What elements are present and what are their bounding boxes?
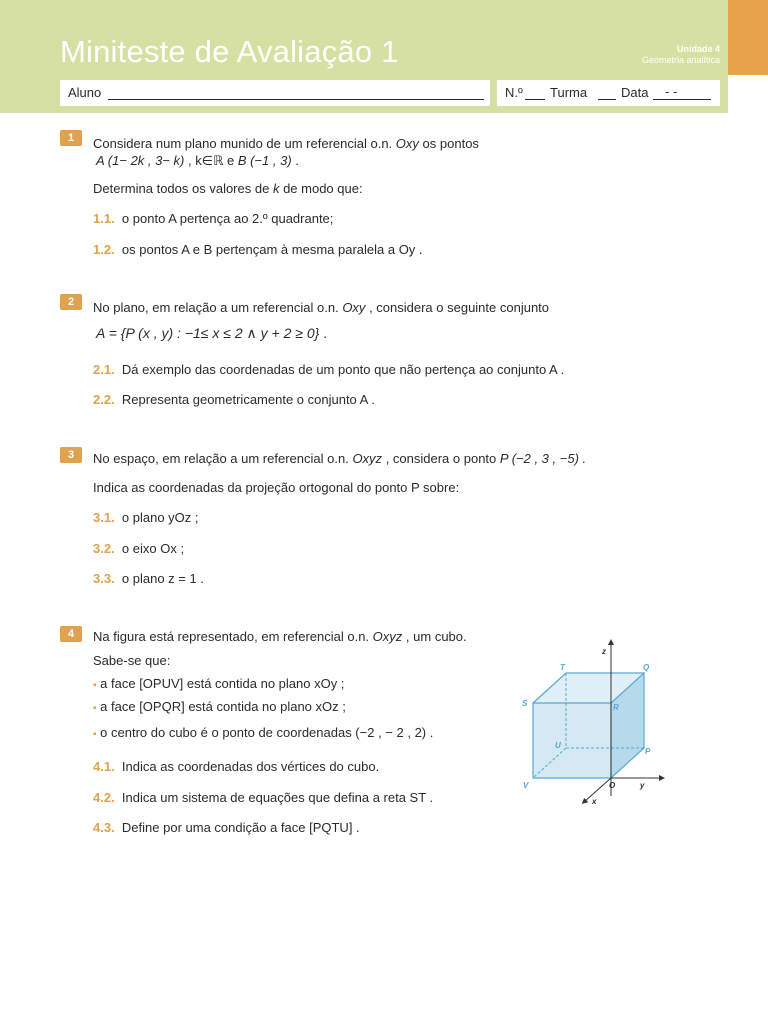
class-field[interactable] — [598, 99, 616, 100]
q2-intro-text: No plano, em relação a um referencial o.n. — [93, 300, 339, 315]
q3-item-3 — [93, 571, 204, 586]
q2-item-1 — [93, 362, 564, 377]
label-v: V — [523, 781, 529, 790]
label-p: P — [645, 747, 651, 756]
q2-set-end: . — [323, 325, 328, 341]
q1-item-2-text: os pontos A e B pertençam à mesma paralela a Oy . — [121, 242, 423, 257]
question-1-number: 1 — [60, 130, 82, 146]
unit-subtitle: Geometria analítica — [641, 55, 720, 65]
student-name-field[interactable] — [108, 99, 484, 100]
q2-item-2-label: 2.2. — [93, 392, 115, 407]
q4-frame: Oxyz — [372, 629, 403, 644]
q1-item-2 — [93, 242, 423, 257]
class-label: Turma — [550, 85, 588, 100]
student-name-box — [60, 80, 490, 106]
orange-tab — [728, 0, 768, 75]
label-y: y — [640, 781, 645, 790]
q2-item-2-text: Representa geometricamente o conjunto A . — [121, 392, 375, 407]
label-u: U — [555, 741, 561, 750]
question-4-number: 4 — [60, 626, 82, 642]
unit-label-block — [642, 44, 720, 66]
q3-item-3-text: o plano z = 1 . — [121, 571, 204, 586]
q1-determine — [93, 181, 363, 196]
q3-frame: Oxyz — [352, 451, 383, 466]
q3-intro-text: No espaço, em relação a um referencial o.n. — [93, 451, 349, 466]
student-name-label: Aluno — [68, 85, 102, 100]
q4-known: Sabe-se que: — [93, 653, 171, 668]
q3-item-2-label: 3.2. — [93, 541, 115, 556]
q4-fact-1 — [93, 676, 344, 691]
q3-intro — [93, 451, 586, 466]
bullet-icon: ▪ — [93, 703, 97, 714]
q1-var: k — [272, 181, 280, 196]
q2-frame: Oxy — [342, 300, 366, 315]
q3-item-2-text: o eixo Ox ; — [121, 541, 185, 556]
q4-intro-text: Na figura está representado, em referencial o.n. — [93, 629, 370, 644]
label-z: z — [602, 647, 606, 656]
q1-points — [96, 153, 299, 169]
q2-set — [96, 325, 327, 342]
q4-item-1 — [93, 759, 379, 774]
label-q: Q — [643, 663, 650, 672]
question-3-number: 3 — [60, 447, 82, 463]
q4-item-2-text: Indica um sistema de equações que defina a reta ST . — [121, 790, 434, 805]
q4-item-3 — [93, 820, 360, 835]
cube-front-face — [533, 703, 611, 778]
q1-item-1-text: o ponto A pertença ao 2.º quadrante; — [121, 211, 334, 226]
q2-set-def: A = {P (x , y) : −1≤ x ≤ 2 ∧ y + 2 ≥ 0} — [96, 325, 320, 341]
label-r: R — [613, 703, 619, 712]
q3-item-3-label: 3.3. — [93, 571, 115, 586]
page-title: Miniteste de Avaliação 1 — [60, 34, 399, 69]
q2-intro-end: , considera o seguinte conjunto — [369, 300, 550, 315]
q4-fact-2 — [93, 699, 346, 714]
q1-dot: . — [295, 153, 299, 168]
x-axis — [584, 778, 611, 802]
q2-item-1-label: 2.1. — [93, 362, 115, 377]
q1-determine-text: Determina todos os valores de — [93, 181, 270, 196]
q4-item-1-text: Indica as coordenadas dos vértices do cubo. — [121, 759, 380, 774]
q1-item-1 — [93, 211, 333, 226]
q3-indicate: Indica as coordenadas da projeção ortogonal do ponto P sobre: — [93, 480, 460, 495]
q1-condition: , k∈ℝ e — [188, 153, 235, 168]
q1-point-a: A (1− 2k , 3− k) — [96, 153, 185, 168]
q4-fact-3 — [93, 725, 433, 740]
number-field[interactable] — [525, 99, 545, 100]
q3-item-1 — [93, 510, 199, 525]
q4-item-3-text: Define por uma condição a face [PQTU] . — [121, 820, 360, 835]
label-t: T — [560, 663, 565, 672]
q1-point-b: B (−1 , 3) — [237, 153, 292, 168]
q2-item-2 — [93, 392, 375, 407]
q3-item-1-label: 3.1. — [93, 510, 115, 525]
q4-item-2-label: 4.2. — [93, 790, 115, 805]
q1-intro — [93, 136, 479, 151]
q1-frame: Oxy — [395, 136, 419, 151]
label-x: x — [592, 797, 597, 806]
date-separator: - - — [665, 84, 678, 99]
q1-intro-text: Considera num plano munido de um referencial o.n. — [93, 136, 393, 151]
q3-item-1-text: o plano yOz ; — [121, 510, 199, 525]
q4-fact-3-text: o centro do cubo é o ponto de coordenadas (−2 , − 2 , 2) . — [100, 725, 434, 740]
q4-item-3-label: 4.3. — [93, 820, 115, 835]
q3-item-2 — [93, 541, 184, 556]
label-o: O — [609, 781, 616, 790]
cube-figure — [516, 636, 666, 811]
q1-intro-end: os pontos — [422, 136, 479, 151]
number-label: N.º — [505, 85, 523, 100]
q4-intro-end: , um cubo. — [405, 629, 467, 644]
question-2-number: 2 — [60, 294, 82, 310]
date-label: Data — [621, 85, 649, 100]
q1-item-2-label: 1.2. — [93, 242, 115, 257]
q4-fact-1-text: a face [OPUV] está contida no plano xOy ; — [100, 676, 345, 691]
q1-determine-end: de modo que: — [283, 181, 363, 196]
q3-intro-end: , considera o ponto — [385, 451, 497, 466]
bullet-icon: ▪ — [93, 680, 97, 691]
q2-intro — [93, 300, 549, 315]
q4-item-2 — [93, 790, 433, 805]
date-field[interactable] — [653, 99, 711, 100]
unit-label: Unidade 4 — [676, 44, 720, 54]
q1-item-1-label: 1.1. — [93, 211, 115, 226]
q4-fact-2-text: a face [OPQR] está contida no plano xOz ; — [100, 699, 346, 714]
q4-intro — [93, 629, 467, 644]
bullet-icon: ▪ — [93, 729, 97, 740]
q2-item-1-text: Dá exemplo das coordenadas de um ponto que não pertença ao conjunto A . — [121, 362, 565, 377]
label-s: S — [522, 699, 528, 708]
q4-item-1-label: 4.1. — [93, 759, 115, 774]
student-info-box — [497, 80, 720, 106]
q3-point-p: P (−2 , 3 , −5) . — [499, 451, 587, 466]
